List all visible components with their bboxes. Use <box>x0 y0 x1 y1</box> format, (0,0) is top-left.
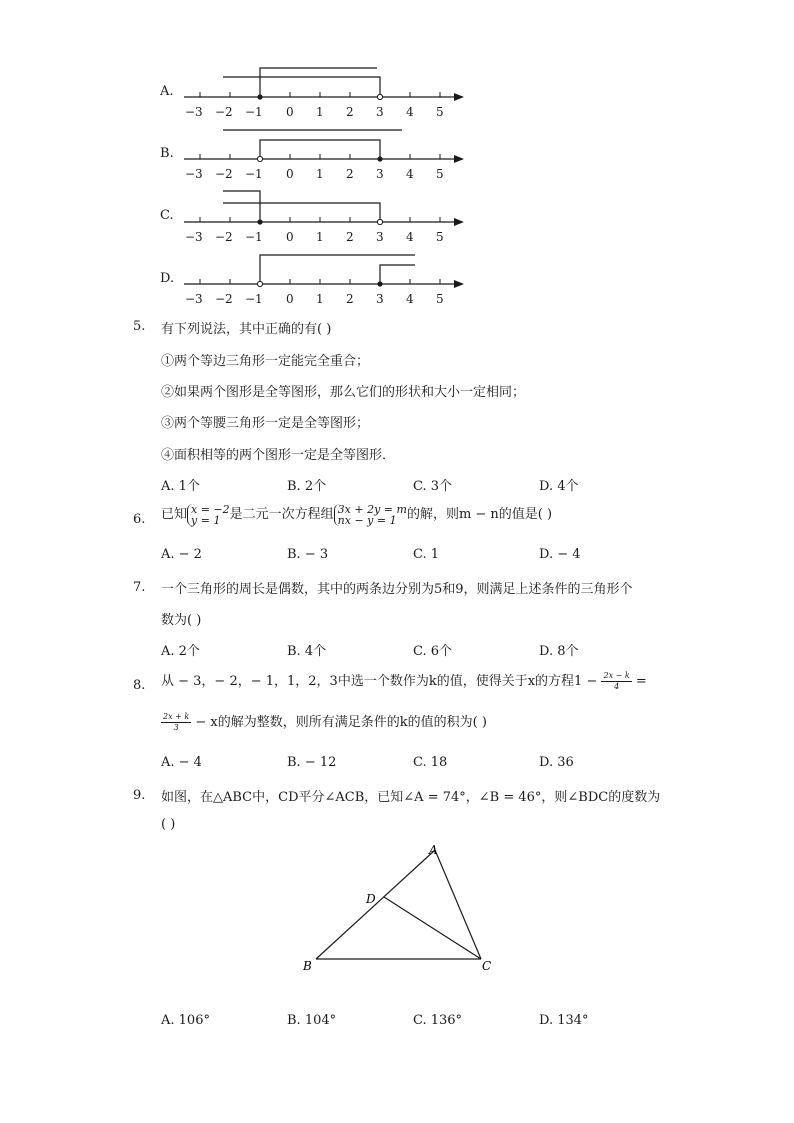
stem-suffix: 的解，则m − n的值是( ) <box>406 507 553 522</box>
statement-3: ③两个等腰三角形一定是全等图形； <box>161 416 370 431</box>
option-label-c: C. <box>160 208 174 223</box>
statement-4: ④面积相等的两个图形一定是全等图形． <box>161 448 396 463</box>
question-stem <box>161 503 552 526</box>
option-label-b: B. <box>160 146 174 161</box>
option-label-d: D. <box>160 271 175 286</box>
choice-a[interactable]: A. 106° <box>161 1013 210 1028</box>
choice-d[interactable]: D. 8个 <box>539 644 579 659</box>
side-ac <box>435 850 481 959</box>
question-stem-line-1: 一个三角形的周长是偶数，其中的两条边分别为5和9，则满足上述条件的三角形个 <box>161 582 633 597</box>
question-stem-line-1: 从 − 3，− 2，− 1，1，2，3中选一个数作为k的值，使得关于x的方程1 − $\frac{2x - k}{4}$ = <box>161 671 647 691</box>
question-number: 7. <box>133 580 146 595</box>
ticks-d: −3 −2 −1 0 1 2 3 4 5 <box>185 292 444 306</box>
label-c: C <box>482 959 492 973</box>
question-stem-line-2: ( ) <box>161 817 176 832</box>
choice-d[interactable]: D. 36 <box>539 755 574 770</box>
choice-a[interactable]: A. 2个 <box>161 644 200 659</box>
stem-middle: 是二元一次方程组 <box>229 507 334 522</box>
ticks-a: −3 −2 −1 0 1 2 3 4 5 <box>185 105 444 119</box>
triangle-diagram <box>295 838 505 978</box>
choice-a[interactable]: A. 1个 <box>161 479 200 494</box>
segment-cd <box>384 897 481 959</box>
question-stem-line-2: 数为( ) <box>161 613 202 628</box>
label-a: A <box>429 843 438 857</box>
equation-system: 3x + 2y = m nx − y = 1 <box>334 504 407 526</box>
choice-b[interactable]: B. 4个 <box>287 644 327 659</box>
choice-a[interactable]: A. − 4 <box>161 755 202 770</box>
choice-b[interactable]: B. − 12 <box>287 755 337 770</box>
solution-system: x = −2 y = 1 <box>187 504 230 526</box>
choice-c[interactable]: C. 136° <box>413 1013 463 1028</box>
choice-a[interactable]: A. − 2 <box>161 547 202 562</box>
ticks-b: −3 −2 −1 0 1 2 3 4 5 <box>185 167 444 181</box>
question-number: 9. <box>133 788 146 803</box>
choice-d[interactable]: D. − 4 <box>539 547 581 562</box>
choice-b[interactable]: B. 104° <box>287 1013 337 1028</box>
choice-c[interactable]: C. 6个 <box>413 644 453 659</box>
choice-b[interactable]: B. 2个 <box>287 479 327 494</box>
question-stem-line-1: 如图，在△ABC中，CD平分∠ACB，已知∠A = 74°，∠B = 46°，则∠BDC的度数为 <box>161 790 661 805</box>
question-number: 5. <box>133 319 146 334</box>
choice-b[interactable]: B. − 3 <box>287 547 329 562</box>
choice-d[interactable]: D. 4个 <box>539 479 579 494</box>
fraction-1: $\frac{2x - k}{4}$ <box>603 671 630 691</box>
choice-c[interactable]: C. 3个 <box>413 479 453 494</box>
stem-prefix: 已知 <box>161 507 188 522</box>
statement-1: ①两个等边三角形一定能完全重合； <box>161 354 370 369</box>
question-number: 8. <box>133 678 146 693</box>
option-label-a: A. <box>160 84 174 99</box>
statement-2: ②如果两个图形是全等图形，那么它们的形状和大小一定相同； <box>161 385 526 400</box>
label-d: D <box>366 892 376 906</box>
fraction-2: $\frac{2x + k}{3}$ <box>163 712 190 732</box>
choice-c[interactable]: C. 18 <box>413 755 448 770</box>
question-stem-line-2: $\frac{2x + k}{3}$ − x的解为整数，则所有满足条件的k的值的积为( ) <box>163 712 487 732</box>
question-stem: 有下列说法，其中正确的有( ) <box>161 322 332 337</box>
label-b: B <box>303 959 312 973</box>
question-number: 6. <box>133 512 146 527</box>
ticks-c: −3 −2 −1 0 1 2 3 4 5 <box>185 230 444 244</box>
choice-d[interactable]: D. 134° <box>539 1013 589 1028</box>
choice-c[interactable]: C. 1 <box>413 547 440 562</box>
